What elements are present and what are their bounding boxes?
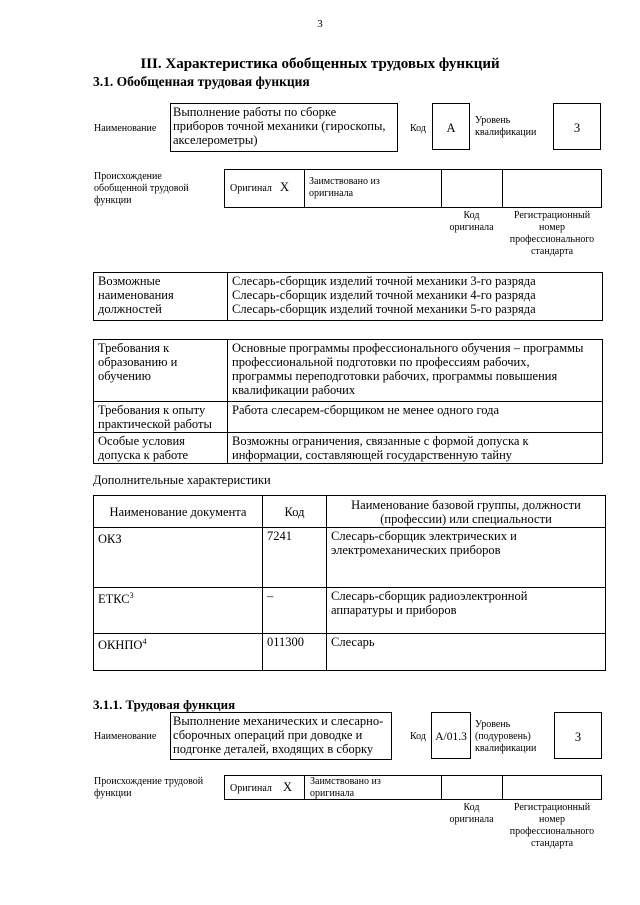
- divider: [304, 169, 305, 208]
- document-code: 011300: [263, 634, 327, 671]
- code-original-label: Код оригинала: [449, 210, 494, 233]
- extra-table: [93, 495, 606, 671]
- name-label: Наименование: [94, 123, 157, 134]
- table-row: [94, 634, 606, 671]
- level-value: 3: [554, 712, 602, 759]
- extra-heading: Дополнительные характеристики: [93, 473, 271, 487]
- requirement-row: [94, 402, 603, 433]
- extra-header-row: [94, 496, 606, 528]
- requirements-table: [93, 339, 603, 464]
- table-row: [94, 528, 606, 588]
- original-mark: X: [280, 180, 290, 194]
- code-value: А/01.3: [431, 712, 471, 759]
- requirement-value: Возможны ограничения, связанные с формой допуска к информации, составляющей государственную тайну: [228, 433, 603, 464]
- borrowed-label: Заимствовано из оригинала: [309, 176, 380, 199]
- code-label: Код: [410, 123, 426, 134]
- divider: [502, 169, 503, 208]
- divider: [441, 775, 442, 800]
- header-group-name: Наименование базовой группы, должности (профессии) или специальности: [327, 496, 606, 528]
- reg-number-label: Регистрационный номер профессионального стандарта: [509, 210, 595, 257]
- requirement-value: Основные программы профессионального обучения – программы профессиональной подготовки по профессиям рабочих, программы переподготовки рабочих, программы повышения квалификации рабочих: [228, 340, 603, 402]
- level-label: Уровень (подуровень) квалификации: [475, 719, 537, 754]
- header-document: Наименование документа: [94, 496, 263, 528]
- requirement-label: Требования к образованию и обучению: [94, 340, 228, 402]
- document-name: ОКНПО$^4$: [94, 634, 263, 671]
- section-3-1-heading: 3.1. Обобщенная трудовая функция: [93, 74, 310, 89]
- original-label: Оригинал: [230, 183, 272, 194]
- section-title: III. Характеристика обобщенных трудовых функций: [140, 56, 500, 72]
- name-label: Наименование: [94, 731, 157, 742]
- requirement-value: Работа слесарем-сборщиком не менее одного года: [228, 402, 603, 433]
- positions-table: [93, 272, 603, 321]
- divider: [304, 775, 305, 800]
- document-name: ЕТКС$^3$: [94, 588, 263, 634]
- document-name: ОКЗ: [94, 528, 263, 588]
- level-label: Уровень квалификации: [475, 115, 537, 138]
- original-mark: X: [283, 780, 293, 794]
- borrowed-label: Заимствовано из оригинала: [310, 776, 381, 799]
- requirement-row: [94, 340, 603, 402]
- code-label: Код: [410, 731, 426, 742]
- name-value: Выполнение работы по сборке приборов точной механики (гироскопы, акселерометры): [170, 103, 398, 152]
- requirement-row: [94, 433, 603, 464]
- group-name: Слесарь: [327, 634, 606, 671]
- reg-number-label: Регистрационный номер профессионального стандарта: [509, 802, 595, 849]
- positions-value: Слесарь-сборщик изделий точной механики 3-го разряда Слесарь-сборщик изделий точной механики 4-го разряда Слесарь-сборщик изделий точной механики 5-го разряда: [228, 273, 603, 321]
- group-name: Слесарь-сборщик электрических и электромеханических приборов: [327, 528, 606, 588]
- code-original-label: Код оригинала: [449, 802, 494, 825]
- divider: [441, 169, 442, 208]
- header-code: Код: [263, 496, 327, 528]
- original-label: Оригинал: [230, 783, 272, 794]
- origin-label: Происхождение трудовой функции: [94, 776, 204, 799]
- origin-label: Происхождение обобщенной трудовой функции: [94, 171, 189, 206]
- positions-label: Возможные наименования должностей: [94, 273, 228, 321]
- table-row: [94, 588, 606, 634]
- section-3-1-1-heading: 3.1.1. Трудовая функция: [93, 697, 236, 712]
- code-value: А: [432, 103, 470, 150]
- group-name: Слесарь-сборщик радиоэлектронной аппаратуры и приборов: [327, 588, 606, 634]
- requirement-label: Особые условия допуска к работе: [94, 433, 228, 464]
- document-code: 7241: [263, 528, 327, 588]
- origin-box: [224, 775, 602, 800]
- page-number: 3: [317, 18, 323, 30]
- level-value: 3: [553, 103, 601, 150]
- divider: [502, 775, 503, 800]
- name-value: Выполнение механических и слесарно- сборочных операций при доводке и подгонке деталей, входящих в сборку: [170, 712, 392, 760]
- document-code: –: [263, 588, 327, 634]
- requirement-label: Требования к опыту практической работы: [94, 402, 228, 433]
